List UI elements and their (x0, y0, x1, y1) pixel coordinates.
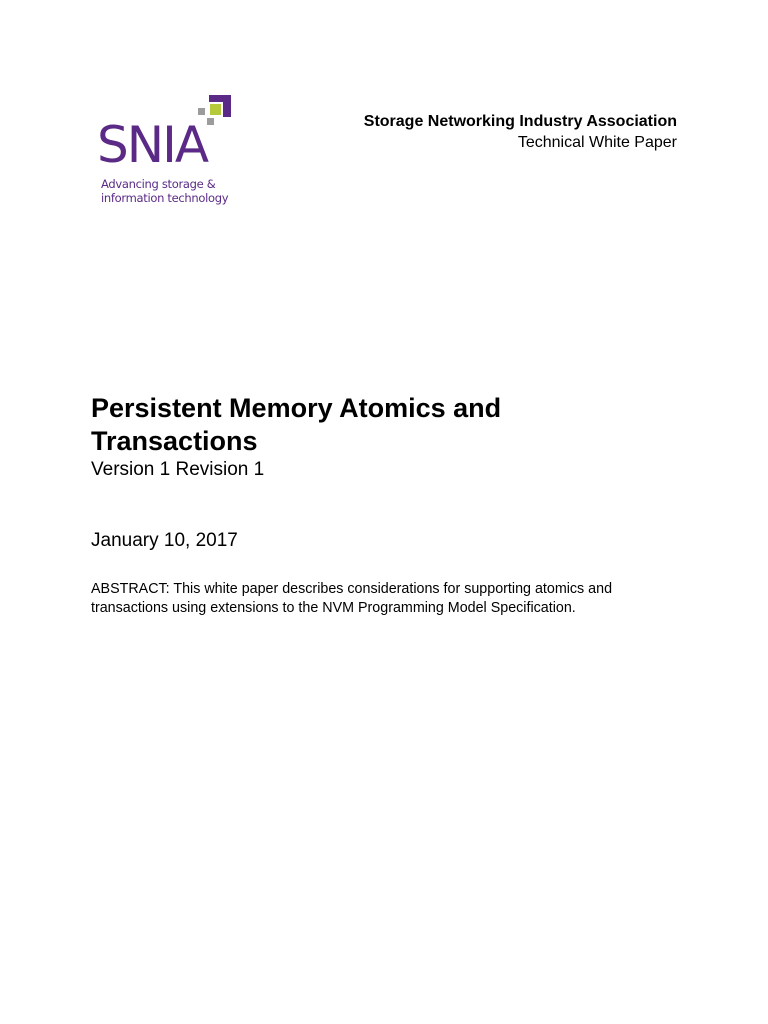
logo-green-square (210, 104, 221, 115)
document-title-line2: Transactions (91, 426, 258, 456)
logo-bracket-horizontal (209, 95, 231, 102)
logo-wordmark: SNIA (97, 116, 208, 174)
document-title-line1: Persistent Memory Atomics and (91, 393, 502, 423)
document-type: Technical White Paper (517, 134, 677, 151)
document-abstract (91, 580, 661, 618)
header-organization-block (364, 111, 677, 153)
logo-tagline-line1: Advancing storage & (101, 177, 216, 191)
abstract-line1: ABSTRACT: This white paper describes considerations for supporting atomics and (91, 581, 613, 597)
organization-name: Storage Networking Industry Association (363, 113, 677, 130)
document-date: January 10, 2017 (91, 530, 238, 551)
logo-tagline-line2: information technology (101, 191, 229, 205)
document-version: Version 1 Revision 1 (91, 459, 265, 480)
logo-tagline (101, 177, 228, 205)
snia-logo (97, 95, 237, 210)
logo-gray-square (198, 108, 205, 115)
document-title (91, 392, 671, 458)
abstract-line2: transactions using extensions to the NVM Programming Model Specification. (91, 600, 576, 616)
logo-gray-square (207, 118, 214, 125)
